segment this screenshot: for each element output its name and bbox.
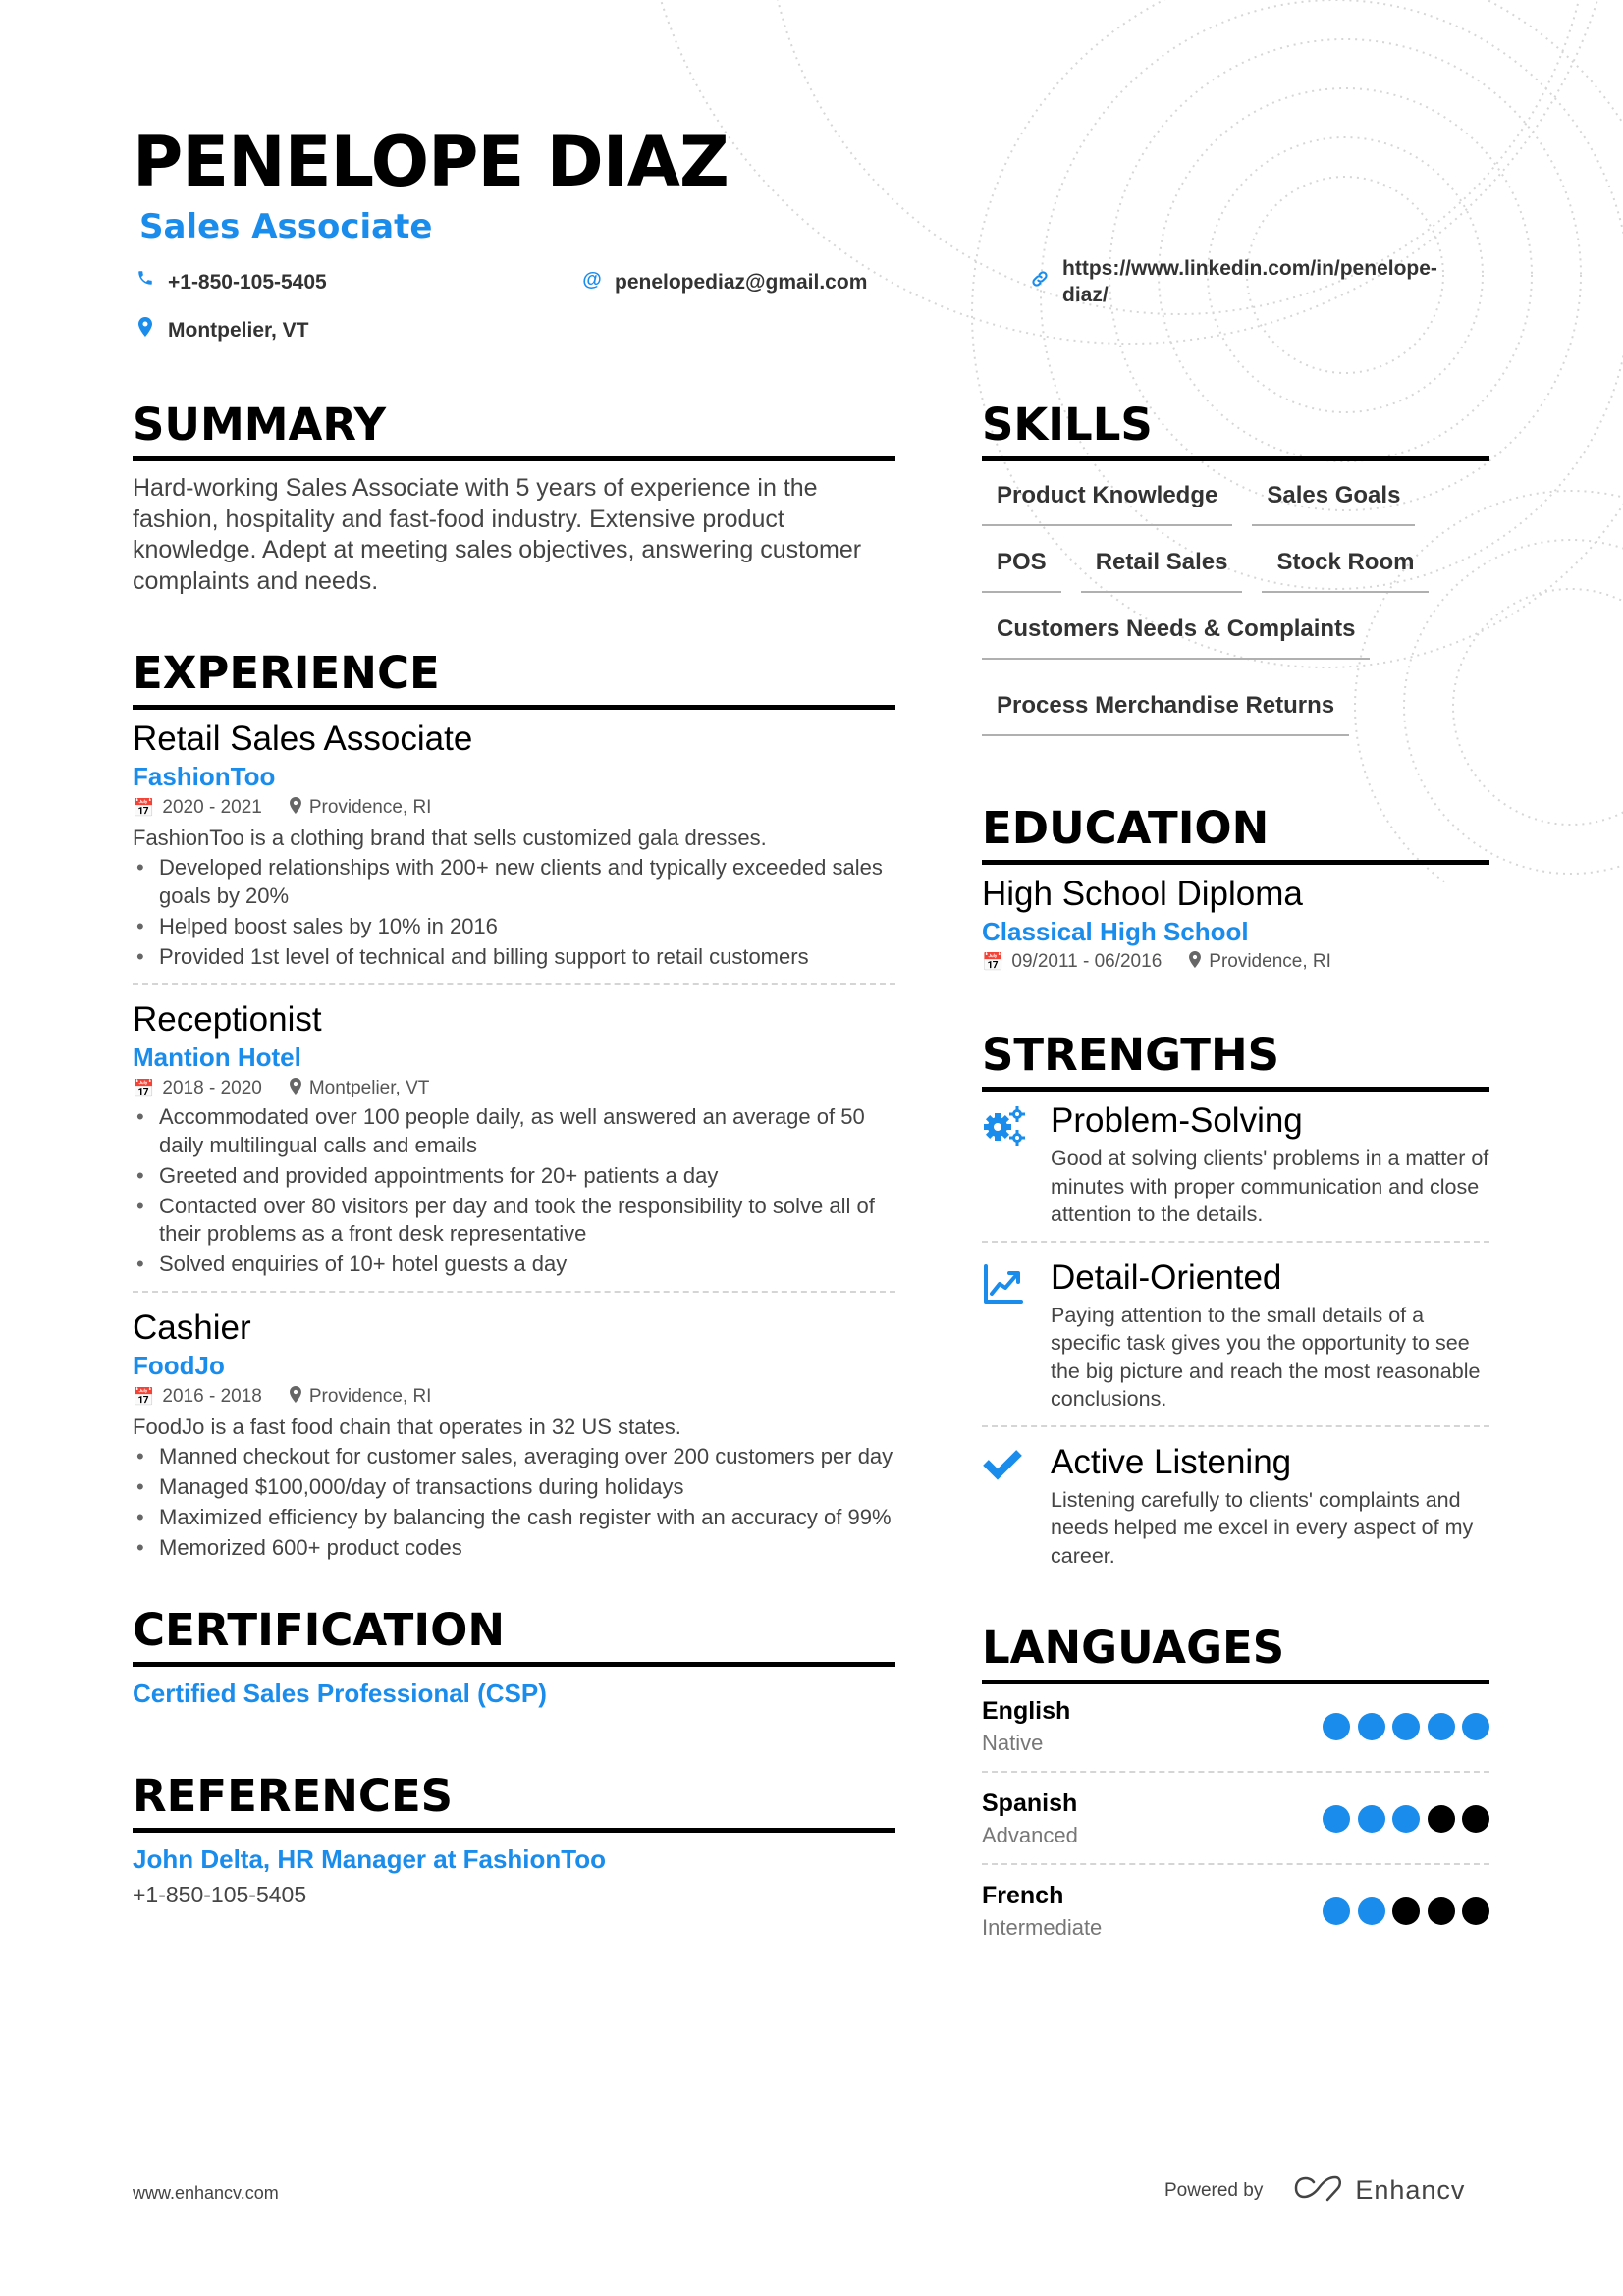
skill-tag: Customers Needs & Complaints [982,603,1370,660]
education-meta [982,947,1489,977]
company-description: FoodJo is a fast food chain that operates in 32 US states. [133,1414,681,1439]
gears-icon [982,1099,1051,1229]
education-location: Providence, RI [1209,951,1331,972]
education-heading: EDUCATION [982,802,1270,854]
skills-heading: SKILLS [982,399,1153,451]
rating-dot-filled [1323,1805,1350,1833]
bullet-item: • Solved enquiries of 10+ hotel guests a day [133,1251,895,1279]
certification-item: Certified Sales Professional (CSP) [133,1679,547,1708]
footer-website-link[interactable]: www.enhancv.com [133,2183,279,2203]
references-section [133,1769,895,1913]
bullet-item: • Accommodated over 100 people daily, as well answered an average of 50 daily multilingual calls and emails [133,1103,895,1159]
language-item [982,1783,1489,1855]
contact-email[interactable] [579,269,867,295]
item-divider [982,1425,1489,1427]
skill-tag: Retail Sales [1081,536,1243,593]
section-divider [133,1828,895,1833]
rating-dot-filled [1358,1805,1385,1833]
strength-title: Problem-Solving [1051,1101,1303,1140]
rating-dot-empty [1428,1805,1455,1833]
calendar-icon: 📅 [982,952,1004,972]
summary-heading: SUMMARY [133,399,387,451]
language-rating [1323,1713,1489,1740]
phone-text: +1-850-105-5405 [168,271,327,294]
linkedin-line-2: diaz/ [1062,284,1109,306]
job-role: Receptionist [133,1000,322,1039]
candidate-title: Sales Associate [139,207,433,246]
at-icon: @ [582,269,602,291]
bullet-item: • Maximized efficiency by balancing the cash register with an accuracy of 99% [133,1504,895,1532]
strength-title: Detail-Oriented [1051,1257,1282,1297]
skill-tag: Stock Room [1262,536,1429,593]
strengths-heading: STRENGTHS [982,1029,1280,1081]
job-dates: 2018 - 2020 [162,1078,262,1098]
right-column [982,398,1489,1948]
bullet-item: • Helped boost sales by 10% in 2016 [133,913,895,941]
job-location: Providence, RI [308,797,432,818]
job-role: Cashier [133,1308,251,1347]
rating-dot-empty [1392,1897,1420,1925]
job-dates: 2020 - 2021 [162,797,262,818]
email-link[interactable]: penelopediaz@gmail.com [615,271,868,294]
map-pin-icon [290,793,301,823]
phone-icon [133,269,158,287]
experience-item [133,998,895,1279]
job-meta [133,1074,895,1103]
rating-dot-empty [1462,1897,1489,1925]
degree-title: High School Diploma [982,875,1303,913]
strength-description: Paying attention to the small details of a specific task gives you the opportunity to see the big picture and reach the most reasonable conclusions. [1051,1303,1481,1411]
map-pin-icon [290,1074,301,1103]
language-item [982,1690,1489,1763]
item-divider [133,983,895,985]
strength-item [982,1256,1489,1414]
rating-dot-empty [1462,1805,1489,1833]
language-name: Spanish [982,1789,1078,1817]
section-divider [133,1662,895,1667]
strength-description: Good at solving clients' problems in a matter of minutes with proper communication and close attention to the details. [1051,1147,1489,1226]
section-divider [982,1087,1489,1092]
strength-description: Listening carefully to clients' complaints and needs helped me excel in every aspect of my career. [1051,1487,1474,1568]
languages-section [982,1621,1489,1948]
job-meta [133,793,895,823]
certification-heading: CERTIFICATION [133,1604,506,1656]
section-divider [982,456,1489,461]
job-meta [133,1382,895,1412]
resume-header [133,123,1507,248]
experience-heading: EXPERIENCE [133,647,440,699]
reference-name: John Delta, HR Manager at FashionToo [133,1844,607,1874]
rating-dot-filled [1462,1713,1489,1740]
brand-name: Enhancv [1355,2175,1466,2205]
languages-heading: LANGUAGES [982,1622,1285,1674]
item-divider [982,1863,1489,1865]
job-role: Retail Sales Associate [133,720,473,758]
job-bullets [133,1443,895,1563]
experience-item [133,1307,895,1563]
rating-dot-filled [1392,1713,1420,1740]
references-heading: REFERENCES [133,1770,454,1822]
rating-dot-filled [1323,1713,1350,1740]
summary-text: Hard-working Sales Associate with 5 years of experience in the fashion, hospitality and fast-food industry. Extensive product knowledge. Adept at meeting sales objectives, answering customer complaints and needs. [133,474,862,595]
rating-dot-filled [1358,1713,1385,1740]
education-section [982,801,1489,977]
check-icon [982,1441,1051,1571]
language-rating [1323,1897,1489,1925]
map-pin-icon [133,317,158,337]
linkedin-link[interactable] [1062,255,1437,308]
school-name: Classical High School [982,917,1249,946]
map-pin-icon [290,1382,301,1412]
summary-section [133,398,895,597]
chart-line-icon [982,1256,1051,1414]
linkedin-line-1: https://www.linkedin.com/in/penelope- [1062,257,1437,280]
contact-location [133,317,309,344]
strength-title: Active Listening [1051,1442,1292,1481]
certification-section [133,1603,895,1710]
section-divider [982,860,1489,865]
skill-tag: Sales Goals [1252,469,1415,526]
contact-linkedin[interactable] [1027,255,1437,308]
job-dates: 2016 - 2018 [162,1385,262,1407]
job-bullets [133,854,895,971]
powered-by-label: Powered by [1164,2179,1264,2201]
rating-dot-filled [1392,1805,1420,1833]
company-name: Mantion Hotel [133,1042,301,1072]
skill-tag: Process Merchandise Returns [982,679,1349,736]
job-location: Montpelier, VT [308,1078,430,1098]
rating-dot-filled [1323,1897,1350,1925]
company-name: FashionToo [133,762,276,791]
bullet-item: • Developed relationships with 200+ new clients and typically exceeded sales goals by 20% [133,854,895,910]
rating-dot-filled [1428,1713,1455,1740]
language-name: English [982,1697,1071,1725]
map-pin-icon [1189,947,1201,977]
strengths-section [982,1028,1489,1570]
job-bullets [133,1103,895,1279]
rating-dot-empty [1428,1897,1455,1925]
footer-branding[interactable] [1164,2173,1465,2208]
bullet-item: • Provided 1st level of technical and billing support to retail customers [133,943,895,972]
experience-section [133,646,895,1562]
skills-list [982,469,1489,736]
calendar-icon: 📅 [133,1079,155,1098]
left-column [133,398,895,1913]
item-divider [982,1241,1489,1243]
language-level: Intermediate [982,1915,1103,1940]
bullet-item: • Contacted over 80 visitors per day and took the responsibility to solve all of their problems as a front desk representative [133,1193,895,1249]
candidate-name: PENELOPE DIAZ [133,122,729,202]
enhancv-logo-icon [1292,2173,1345,2208]
calendar-icon: 📅 [133,1386,155,1407]
item-divider [982,1771,1489,1773]
language-rating [1323,1805,1489,1833]
item-divider [133,1291,895,1293]
skill-tag: Product Knowledge [982,469,1232,526]
calendar-icon: 📅 [133,798,155,818]
section-divider [133,705,895,710]
bullet-item: • Greeted and provided appointments for 20+ patients a day [133,1162,895,1191]
company-description: FashionToo is a clothing brand that sells customized gala dresses. [133,826,767,850]
skills-section [982,398,1489,736]
company-name: FoodJo [133,1350,225,1380]
contact-phone [133,269,327,295]
strength-item [982,1441,1489,1571]
language-level: Native [982,1731,1044,1755]
job-location: Providence, RI [308,1385,432,1407]
link-icon [1027,269,1053,289]
section-divider [133,456,895,461]
strength-item [982,1099,1489,1229]
language-level: Advanced [982,1823,1078,1847]
bullet-item: • Manned checkout for customer sales, averaging over 200 customers per day [133,1443,895,1471]
skill-tag: POS [982,536,1061,593]
rating-dot-filled [1358,1897,1385,1925]
education-dates: 09/2011 - 06/2016 [1011,951,1163,972]
experience-item [133,718,895,971]
bullet-item: • Managed $100,000/day of transactions during holidays [133,1473,895,1502]
language-name: French [982,1882,1064,1909]
location-text: Montpelier, VT [168,319,309,342]
language-item [982,1875,1489,1948]
bullet-item: • Memorized 600+ product codes [133,1534,895,1563]
reference-phone: +1-850-105-5405 [133,1882,307,1907]
section-divider [982,1680,1489,1684]
